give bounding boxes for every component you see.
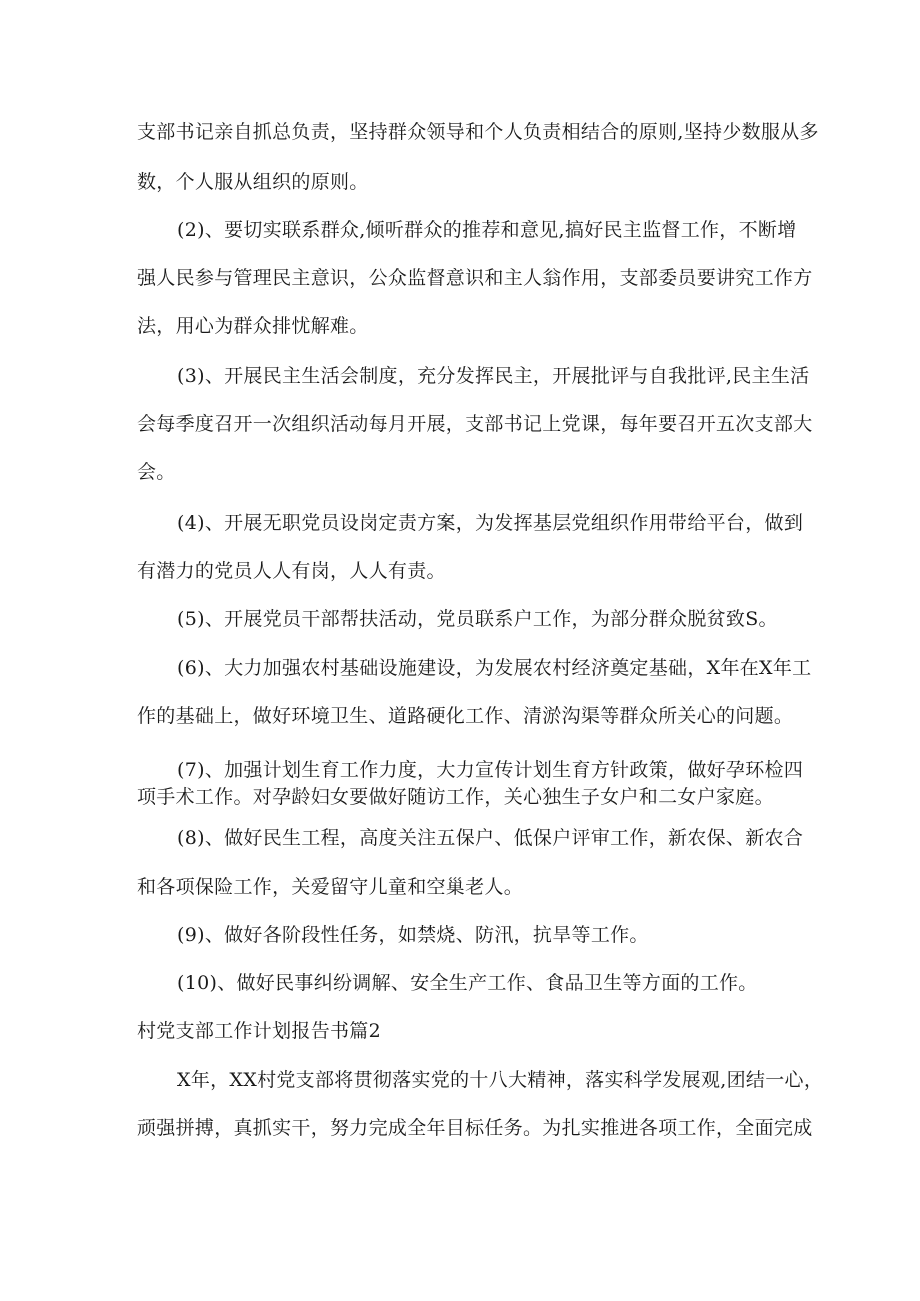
- list-item-5: (5)、开展党员干部帮扶活动，党员联系户工作，为部分群众脱贫致S。: [177, 608, 778, 630]
- section-heading: 村党支部工作计划报告书篇2: [137, 1020, 381, 1042]
- list-item-10: (10)、做好民事纠纷调解、安全生产工作、食品卫生等方面的工作。: [177, 972, 758, 994]
- list-item-4: (4)、开展无职党员设岗定责方案，为发挥基层党组织作用带给平台，做到: [177, 512, 804, 534]
- text-line: 会。: [137, 461, 176, 483]
- text-line: 项手术工作。对孕龄妇女要做好随访工作，关心独生子女户和二女户家庭。: [137, 786, 774, 808]
- text-line: 有潜力的党员人人有岗，人人有责。: [137, 560, 446, 582]
- list-item-7: (7)、加强计划生育工作力度，大力宣传计划生育方针政策，做好孕环检四: [177, 759, 804, 781]
- text-line: 支部书记亲自抓总负责，坚持群众领导和个人负责相结合的原则,坚持少数服从多: [137, 121, 819, 143]
- list-item-6: (6)、大力加强农村基础设施建设，为发展农村经济奠定基础，X年在X年工: [177, 657, 812, 679]
- text-line: 顽强拼搏，真抓实干，努力完成全年目标任务。为扎实推进各项工作，全面完成: [137, 1117, 813, 1139]
- text-line: 会每季度召开一次组织活动每月开展，支部书记上党课，每年要召开五次支部大: [137, 413, 813, 435]
- list-item-8: (8)、做好民生工程，高度关注五保户、低保户评审工作，新农保、新农合: [177, 827, 804, 849]
- text-line: 数，个人服从组织的原则。: [137, 171, 369, 193]
- paragraph-start: X年，XX村党支部将贯彻落实党的十八大精神，落实科学发展观,团结一心，: [177, 1069, 824, 1091]
- text-line: 和各项保险工作，关爱留守儿童和空巢老人。: [137, 876, 524, 898]
- text-line: 作的基础上，做好环境卫生、道路硬化工作、清淤沟渠等群众所关心的问题。: [137, 705, 794, 727]
- text-line: 强人民参与管理民主意识，公众监督意识和主人翁作用，支部委员要讲究工作方: [137, 267, 813, 289]
- list-item-2: (2)、要切实联系群众,倾听群众的推荐和意见,搞好民主监督工作，不断增: [177, 219, 797, 241]
- text-line: 法，用心为群众排忧解难。: [137, 315, 369, 337]
- list-item-3: (3)、开展民主生活会制度，充分发挥民主，开展批评与自我批评,民主生活: [177, 365, 810, 387]
- list-item-9: (9)、做好各阶段性任务，如禁烧、防汛，抗旱等工作。: [177, 924, 649, 946]
